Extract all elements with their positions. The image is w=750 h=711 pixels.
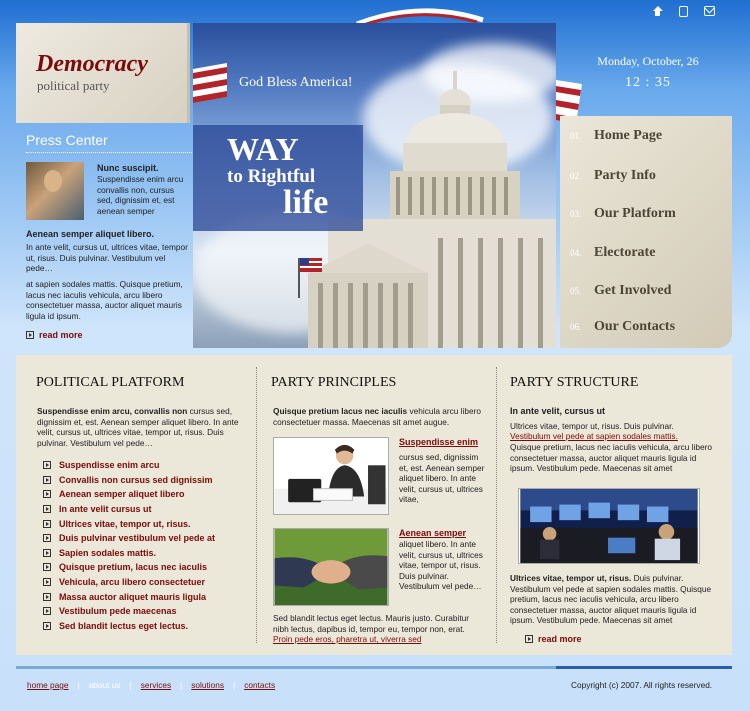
nav-label: Electorate	[594, 245, 656, 260]
arrow-right-icon	[43, 578, 51, 586]
principles-lead-text: vehicula arcu libero consectetuer massa. Maecenas sit amet augue.	[273, 406, 481, 427]
document-icon[interactable]	[679, 6, 688, 17]
list-item[interactable]	[43, 589, 215, 604]
structure-read-more-link[interactable]	[525, 634, 582, 644]
footer-separator: |	[233, 680, 236, 690]
list-item[interactable]	[43, 560, 215, 575]
list-item-label: In ante velit cursus ut	[59, 504, 152, 515]
logo-subtitle: political party	[37, 78, 110, 93]
content-panel	[16, 355, 732, 655]
logo-panel[interactable]	[16, 23, 190, 123]
list-item[interactable]	[43, 531, 215, 546]
footer-divider-accent	[556, 666, 732, 669]
list-item-label: Convallis non cursus sed dignissim	[59, 474, 213, 485]
nav-label: Get Involved	[594, 283, 672, 298]
list-item-label: Massa auctor aliquet mauris ligula	[59, 591, 207, 602]
nav-item-our-contacts[interactable]	[570, 317, 675, 337]
nav-item-get-involved[interactable]	[570, 281, 671, 301]
press-item-title: Aenean semper aliquet libero.	[26, 229, 155, 239]
nav-number: 05.	[570, 286, 582, 296]
structure-lead-bold: In ante velit, cursus ut	[510, 406, 606, 416]
arrow-right-icon	[43, 622, 51, 630]
hero-slogan-way: WAY	[227, 131, 299, 167]
handshake-image[interactable]	[273, 528, 389, 606]
structure-sub-bold: Ultrices vitae, tempor ut, risus.	[510, 573, 632, 583]
principles-tail-link[interactable]: Proin pede eros, pharetra ut, viverra sed	[273, 634, 422, 644]
logo-title: Democracy	[36, 51, 148, 77]
list-item[interactable]	[43, 458, 215, 473]
principles-item2-body: aliquet libero. In ante velit, cursus ut, ultrices vitae, tempor ut, risus. Duis pulvinar. Vestibulum vel pede…	[399, 539, 483, 591]
flag-ribbon-left	[193, 63, 233, 105]
structure-line: Ultrices vitae, tempor ut, risus. Duis pulvinar.	[510, 421, 674, 431]
party-principles-title: PARTY PRINCIPLES	[271, 375, 397, 390]
structure-sub-text: Duis pulvinar. Vestibulum vel pede at sapien sodales mattis. Quisque pretium, lacus nec iaculis vehicula, arcu libero consectetuer massa, auctor aliquet mauris ligula id ipsum. Vestibulum pede. Maecenas sit amet	[510, 573, 712, 625]
nav-item-electorate[interactable]	[570, 243, 655, 263]
political-platform-title: POLITICAL PLATFORM	[36, 375, 185, 390]
principles-tail-text: Sed blandit lectus eget lectus. Mauris justo. Curabitur nibh lectus, dapibus id, tempor eu, tempor non, erat.	[273, 613, 469, 634]
list-item[interactable]	[43, 546, 215, 561]
mail-icon[interactable]	[704, 6, 715, 16]
nav-item-home-page[interactable]	[570, 126, 662, 146]
press-item-body: In ante velit, cursus ut, ultrices vitae, tempor ut, risus. Duis pulvinar. Vestibulum vel pede…	[26, 242, 188, 273]
nav-number: 01.	[570, 131, 582, 141]
arrow-right-icon	[43, 490, 51, 498]
arrow-right-icon	[26, 331, 34, 339]
hero-slogan-to: to Rightful	[227, 166, 316, 187]
list-item-label: Quisque pretium, lacus nec iaculis	[59, 562, 208, 573]
read-more-label: read more	[538, 634, 582, 644]
structure-sub	[510, 573, 720, 626]
list-item[interactable]	[43, 516, 215, 531]
footer-link-contacts[interactable]: contacts	[244, 680, 276, 690]
list-item-label: Ultrices vitae, tempor ut, risus.	[59, 518, 191, 529]
top-icons	[652, 6, 715, 17]
copyright-text: Copyright (c) 2007. All rights reserved.	[571, 680, 713, 690]
principles-lead-bold: Quisque pretium lacus nec iaculis	[273, 406, 408, 416]
hero-tagline: God Bless America!	[239, 75, 353, 90]
footer-separator: |	[129, 680, 132, 690]
list-item-label: Sapien sodales mattis.	[59, 547, 157, 558]
hero-banner	[193, 23, 556, 348]
nav-number: 04.	[570, 248, 582, 258]
nav-number: 06.	[570, 322, 582, 332]
press-read-more-link[interactable]	[26, 330, 83, 340]
principles-item1-link[interactable]: Suspendisse enim	[399, 437, 479, 447]
principles-item1-body: cursus sed, dignissim et, est. Aenean semper aliquet libero. In ante velit, cursus ut, ultrices vitae,	[399, 452, 485, 504]
list-item-label: Vehicula, arcu libero consectetuer	[59, 577, 206, 588]
principles-lead	[273, 406, 483, 427]
footer-link-about-us[interactable]: about us	[88, 680, 121, 690]
platform-lead-text: cursus sed, dignissim et, est. Aenean semper aliquet libero. In ante velit, cursus ut, ultrices vitae, tempor ut, risus. Duis pulvinar. Vestibulum vel pede…	[37, 406, 239, 448]
list-item-label: Suspendisse enim arcu	[59, 460, 160, 471]
list-item[interactable]	[43, 502, 215, 517]
footer-separator: |	[180, 680, 183, 690]
home-icon[interactable]	[652, 6, 663, 16]
nav-label: Home Page	[594, 128, 663, 143]
press-center	[16, 124, 190, 348]
structure-body: Quisque pretium, lacus nec iaculis vehicula, arcu libero consectetuer massa, auctor aliquet mauris ligula id ipsum. Vestibulum pede. Maecenas sit amet	[510, 442, 712, 473]
list-item[interactable]	[43, 604, 215, 619]
list-item-label: Aenean semper aliquet libero	[59, 489, 185, 500]
footer-separator: |	[77, 680, 80, 690]
nav-number: 02.	[570, 171, 582, 181]
platform-link-list	[43, 458, 215, 633]
platform-lead	[37, 406, 242, 448]
press-thumbnail-image[interactable]	[26, 162, 84, 220]
footer-link-home-page[interactable]: home page	[27, 680, 69, 690]
press-center-title: Press Center	[26, 132, 108, 148]
nav-item-our-platform[interactable]	[570, 204, 676, 224]
arrow-right-icon	[43, 549, 51, 557]
arrow-right-icon	[43, 593, 51, 601]
press-item-body-2: at sapien sodales mattis. Quisque pretium, lacus nec iaculis vehicula, arcu libero consectetuer massa, auctor aliquet mauris ligula id ipsum.	[26, 279, 183, 321]
press-news-title: Nunc suscipit.	[97, 163, 159, 173]
arrow-right-icon	[525, 635, 533, 643]
footer-link-solutions[interactable]: solutions	[191, 680, 225, 690]
list-item[interactable]	[43, 473, 215, 488]
control-room-image[interactable]	[518, 488, 700, 564]
list-item-label: Sed blandit lectus eget lectus.	[59, 620, 189, 631]
arrow-right-icon	[43, 607, 51, 615]
platform-lead-bold: Suspendisse enim arcu, convallis non	[37, 406, 188, 416]
party-structure-title: PARTY STRUCTURE	[510, 375, 639, 390]
time-text: 12 : 35	[625, 75, 671, 90]
arrow-right-icon	[43, 461, 51, 469]
principles-item2-link[interactable]: Aenean semper	[399, 528, 467, 538]
businesswoman-image[interactable]	[273, 437, 389, 515]
arrow-right-icon	[43, 476, 51, 484]
nav-label: Party Info	[594, 168, 656, 183]
nav-label: Our Platform	[594, 206, 676, 221]
hero-slogan-life: life	[283, 184, 329, 221]
arrow-right-icon	[43, 563, 51, 571]
list-item[interactable]	[43, 487, 215, 502]
arrow-right-icon	[43, 520, 51, 528]
arrow-right-icon	[43, 534, 51, 542]
main-navigation	[560, 116, 732, 348]
press-news-body: Suspendisse enim arcu convallis non, cursus sed, dignissim et, est aenean semper	[97, 174, 184, 216]
nav-number: 03.	[570, 209, 582, 219]
arrow-right-icon	[43, 505, 51, 513]
list-item[interactable]	[43, 575, 215, 590]
political-platform-column	[16, 355, 256, 655]
nav-label: Our Contacts	[594, 319, 676, 334]
structure-link[interactable]: Vestibulum vel pede at sapien sodales mattis.	[510, 431, 678, 441]
date-time	[560, 54, 736, 91]
footer-link-services[interactable]: services	[140, 680, 172, 690]
nav-item-party-info[interactable]	[570, 166, 656, 186]
list-item-label: Vestibulum pede maecenas	[59, 606, 177, 617]
party-structure-column	[497, 355, 732, 655]
list-item-label: Duis pulvinar vestibulum vel pede at	[59, 533, 216, 544]
divider	[26, 152, 192, 153]
date-text: Monday, October, 26	[597, 54, 699, 68]
footer-navigation	[27, 680, 275, 690]
party-principles-column	[257, 355, 497, 655]
list-item[interactable]	[43, 619, 215, 634]
read-more-label: read more	[39, 330, 83, 340]
